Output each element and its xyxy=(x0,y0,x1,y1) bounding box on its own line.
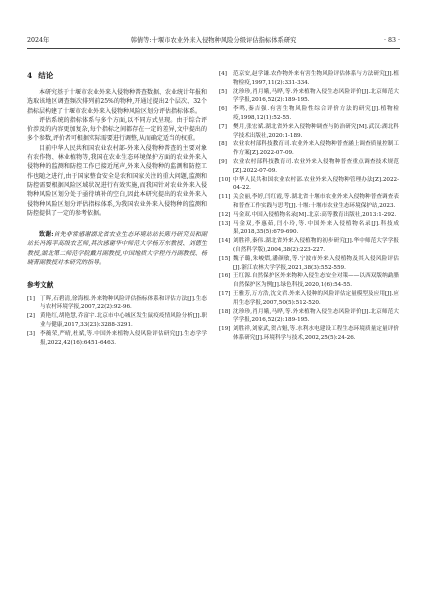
journal-year: 2024年 xyxy=(27,37,50,44)
reference-item: [3] 李蘅荣,严晴,杜斌,等.中国外来植物入侵风险评估研究[J].生态学学报,2022,42(16):6451-6463. xyxy=(27,330,207,346)
reference-item: [18] 沈珍珍,肖月娥,马晔,等.外来植物入侵生态风险评价[J].北京师范大学学报,2016,52(2):189-195. xyxy=(219,308,399,324)
section-title: 结论 xyxy=(38,71,54,80)
reference-item: [11] 关会丽,李婷,闫红霞,等.湖北省十堰市农业外来入侵物种普查调查表和普查工作实践与思考[J].十堰:十堰市农业生态环境保护站,2023. xyxy=(219,194,399,209)
reference-item: [19] 刘胜祥,刘家武,贺占魁,等.水利水电建设工程生态环境质量定量评价体系研究[J].环境科学与技术,2002,25(5):24-26. xyxy=(219,326,399,341)
references-title: 参考文献 xyxy=(27,281,54,290)
conclusion-paragraph-3: 目前中华人民共和国农业农村部-外来入侵物种普查的主要对象有农作物、林业植物等,我国在农业生态环境保护方面的农业外来入侵物种的监测和防控工作已接近尾声,外来入侵物种的监测和防控工作也随之进行,由于国家整食安全是农和国家关注的重大问题,监测和防控需要根据风险区域状况进行有效实施,而我国针对农业外来入侵物种风险区划分处于亟待填补的空白,因此本研究提出的农业外来入侵物种风险区划分评估指标体系,为我国农业外来入侵物种的监测和防控提供了一定的参考依据。 xyxy=(27,144,207,217)
running-title: 韩倩等:十堰市农业外来入侵物种风险分级评估指标体系研究 xyxy=(130,37,297,44)
acknowledgment-text: 首先非常感谢湖北省农业生态环境站站长陈丹研究员和副站长冯海平高级农艺师,其次感谢华中师范大学杨万东教授、刘德生教授,湖北第二师范学院戴月副教授,中国地质大学程丹丹副教授、杨晓菁副教授对本研究的指导。 xyxy=(27,231,207,267)
reference-item: [6] 李鸣,秦吉强.有害生物风险性综合评价方法的研究[J].植物检疫,1998,12(1):52-55. xyxy=(219,106,399,121)
reference-item: [10] 中华人民共和国农业农村部.农业外来入侵物种管理办法[Z].2022-04-22. xyxy=(219,176,399,192)
running-header xyxy=(27,34,400,49)
conclusion-paragraph-1: 本研究基于十堰市农业外来入侵物种普查数据、农业统计年报和选取该地区调查频次排列前25%的物种,开通过提出2个层次、32个指标层构建了十堰市农业外来入侵物种风险区划分评估指标体系。 xyxy=(27,89,208,115)
reference-item: [7] 樊月,张宏斌.湖北省外来入侵物种调查与防治研究[M].武汉:湖北科学技术出版社,2020:1-189. xyxy=(219,123,399,139)
conclusion-paragraph-2: 评估系统的指标体系与多个方面,以不同方式呈现。由于综合评价涉及的内容更加复杂,每个指标之间都存在一定的差异,文中提出的多个参数,评价者可根据实际需要进行调整,从而确定适当的权重。 xyxy=(27,116,207,143)
left-column xyxy=(27,70,207,347)
reference-item: [12] 马金双.中国入侵植物名录[M].北京:高等教育出版社,2013:1-292. xyxy=(219,211,397,218)
right-column xyxy=(219,70,399,343)
reference-item: [14] 刘胜祥,秦伟.湖北省外来入侵植物的初步研究[J].华中师范大学学报(自然科学版),2004,38(2):223-227. xyxy=(219,238,399,253)
reference-item: [1] 丁晖,石碧清,徐海根.外来物种风险评估指标体系和评估方法[J].生态与农村环境学报,2007,22(2):92-96. xyxy=(27,295,207,311)
reference-item: [17] 王雅芳,万方浩,沈文君.外来入侵种的风险评估定量模型及应用[J].应用生态学报,2007,50(5):512-520. xyxy=(219,290,399,306)
reference-item: [16] 王红源.自然保护区外来物种入侵生态安全对策——以西双版纳勐腊自然保护区为例[J].绿色科技,2020,1(6):54-55. xyxy=(219,273,399,289)
page-number: · 83 · xyxy=(383,37,400,44)
reference-item: [13] 马金双,李惠茹,闫小玲,等.中国外来入侵植物名录[J].科技成果,2018,35(5):679-690. xyxy=(219,220,399,236)
reference-item: [9] 农业农村部科技教育司.农业外来入侵物种普查重点调查技术规范[Z].2022-07-09. xyxy=(219,158,399,174)
acknowledgment-label: 致谢: xyxy=(39,231,54,239)
acknowledgment xyxy=(27,230,207,267)
reference-item: [8] 农业农村部科技教育司.农业外来入侵物种普查涵上调查质量控制工作方案[Z].2022-07-09. xyxy=(219,141,399,157)
reference-item: [5] 沈珍珍,肖月娥,马晔,等.外来植物入侵生态风险评价[J].北京师范大学学报,2016,52(2):189-195. xyxy=(219,88,399,104)
reference-item: [4] 范京安,赵学谦.农作物外来有害生物风险评估体系与方法研究[J].植物检疫,1997,11(2):331-334. xyxy=(219,71,399,86)
section-heading xyxy=(27,70,207,82)
reference-item: [2] 黄艳红,胡艳慧,乔富宇.北京市中心城区发生鼠疫疫情风险分析[J].职业与健康,2017,33(23):3288-3291. xyxy=(27,313,207,329)
section-number: 4 xyxy=(27,71,33,80)
reference-item: [15] 魏子璐,朱峻熠,潘颜敏,等.宁波市外来入侵植物及其入侵风险评估[J].浙江农林大学学报,2021,38(3):552-559. xyxy=(219,255,399,271)
